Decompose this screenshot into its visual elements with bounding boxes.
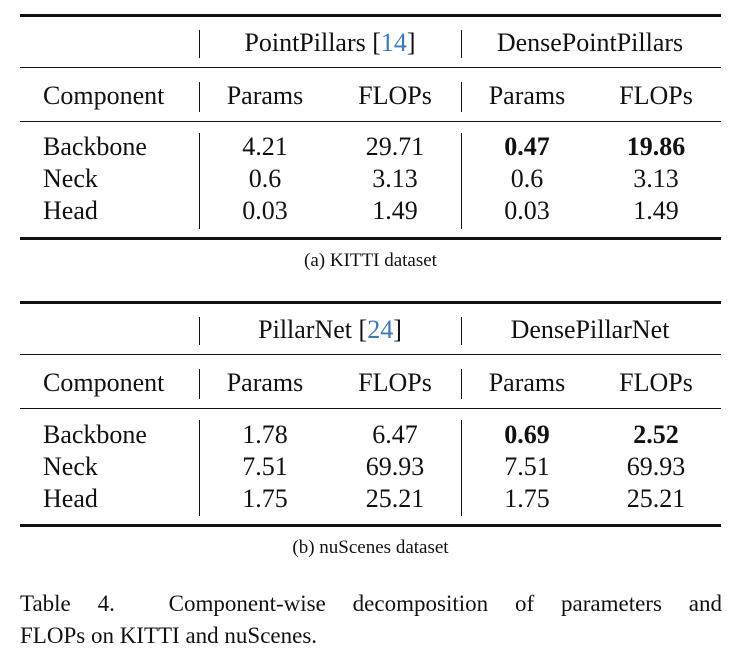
header-flops: FLOPs (619, 368, 693, 397)
row-label: Neck (43, 452, 98, 481)
row-label: Head (43, 196, 98, 225)
column-divider (199, 30, 200, 58)
group-header-pointpillars: PointPillars [14] (244, 28, 416, 57)
table-cell: 0.6 (248, 164, 282, 193)
table-cell: 6.47 (372, 420, 418, 449)
column-divider (199, 133, 200, 229)
subcaption: (b) nuScenes dataset (292, 537, 449, 558)
header-flops: FLOPs (358, 368, 432, 397)
table-cell: 25.21 (626, 484, 686, 513)
table-cell: 4.21 (242, 132, 288, 161)
header-component: Component (43, 368, 165, 397)
table-cell: 1.75 (242, 484, 288, 513)
top-rule (20, 14, 721, 17)
subcaption: (a) KITTI dataset (304, 250, 437, 271)
table-cell: 1.49 (372, 196, 418, 225)
caption-line (20, 588, 722, 620)
table-cell: 1.78 (242, 420, 288, 449)
column-divider (461, 317, 462, 345)
table-cell: 25.21 (365, 484, 425, 513)
table-cell: 69.93 (365, 452, 425, 481)
row-label: Backbone (43, 420, 147, 449)
column-divider (461, 30, 462, 58)
table-cell-best: 0.47 (504, 132, 550, 161)
column-divider (199, 317, 200, 345)
table-cell-best: 19.86 (626, 132, 686, 161)
bottom-rule (20, 237, 721, 240)
caption-label: Table 4. (20, 591, 115, 616)
table-cell: 0.03 (242, 196, 288, 225)
table-cell: 1.75 (504, 484, 550, 513)
row-label: Neck (43, 164, 98, 193)
column-divider (461, 133, 462, 229)
bottom-rule (20, 524, 721, 527)
header-params: Params (226, 368, 304, 397)
table-cell: 7.51 (242, 452, 288, 481)
table-cell: 0.03 (504, 196, 550, 225)
table-cell: 1.49 (633, 196, 679, 225)
mid-rule (20, 354, 721, 355)
header-flops: FLOPs (358, 81, 432, 110)
mid-rule (20, 408, 721, 409)
row-label: Head (43, 484, 98, 513)
top-rule (20, 301, 721, 304)
caption-line: FLOPs on KITTI and nuScenes. (20, 623, 318, 648)
column-divider (199, 420, 200, 516)
header-params: Params (488, 368, 566, 397)
citation-link[interactable]: 14 (380, 28, 407, 57)
row-label: Backbone (43, 132, 147, 161)
group-header-densepillarnet: DensePillarNet (510, 315, 670, 344)
table-cell: 7.51 (504, 452, 550, 481)
column-divider (461, 82, 462, 112)
table-cell: 69.93 (626, 452, 686, 481)
table-caption (20, 588, 722, 652)
table-cell-best: 0.69 (504, 420, 550, 449)
table-cell: 3.13 (633, 164, 679, 193)
table-cell: 29.71 (365, 132, 425, 161)
table-cell: 3.13 (372, 164, 418, 193)
header-flops: FLOPs (619, 81, 693, 110)
mid-rule (20, 121, 721, 122)
column-divider (461, 369, 462, 399)
header-params: Params (226, 81, 304, 110)
group-header-pillarnet: PillarNet [24] (258, 315, 402, 344)
caption-text: Component-wise decomposition of parameters and (168, 591, 723, 616)
column-divider (199, 369, 200, 399)
group-header-densepointpillars: DensePointPillars (496, 28, 684, 57)
header-component: Component (43, 81, 165, 110)
column-divider (461, 420, 462, 516)
table-cell: 0.6 (510, 164, 544, 193)
mid-rule (20, 67, 721, 68)
header-params: Params (488, 81, 566, 110)
citation-link[interactable]: 24 (367, 315, 394, 344)
column-divider (199, 82, 200, 112)
table-cell-best: 2.52 (633, 420, 679, 449)
